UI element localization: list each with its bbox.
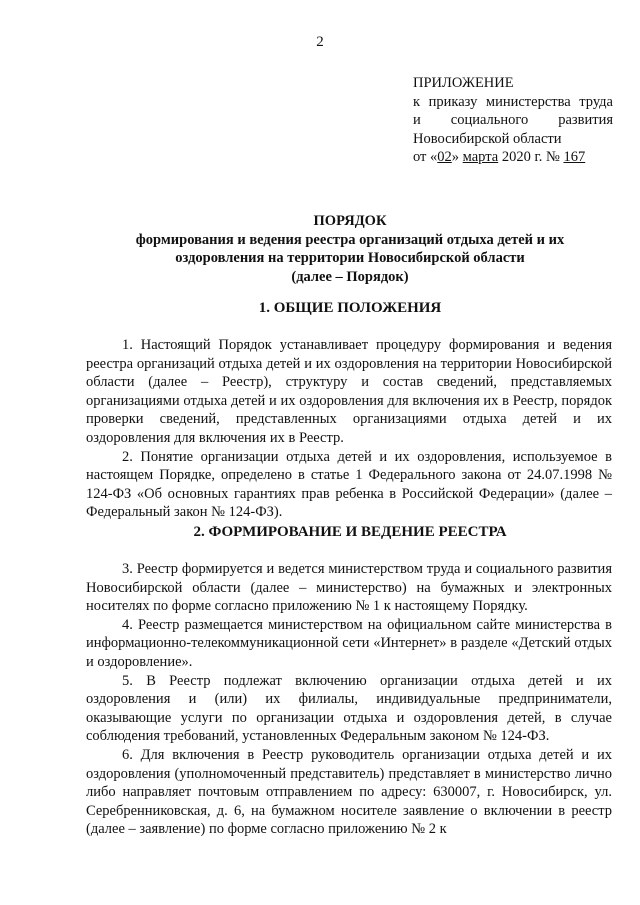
- date-month: марта: [462, 149, 499, 165]
- page-number: 2: [316, 34, 324, 50]
- date-year: 2020 г. №: [498, 149, 564, 165]
- order-number: 167: [563, 149, 586, 165]
- annex-line-4: Новосибирской области: [413, 130, 562, 147]
- section-2-heading: 2. ФОРМИРОВАНИЕ И ВЕДЕНИЕ РЕЕСТРА: [193, 524, 507, 540]
- title-line-2: формирования и ведения реестра организаций отдыха детей и их: [135, 231, 565, 248]
- paragraph-3: 3. Реестр формируется и ведется министерством труда и социального развития Новосибирской области (далее – министерство) на бумажных и электронных носителях по форме согласно приложению № 1 к настоящему Порядку.: [86, 561, 612, 615]
- annex-line-3: и социального развития: [413, 112, 613, 128]
- title-line-3: оздоровления на территории Новосибирской области: [175, 250, 525, 266]
- annex-header: [413, 74, 613, 167]
- section-1-body: [86, 336, 612, 522]
- document-title: [60, 212, 640, 286]
- paragraph-1: 1. Настоящий Порядок устанавливает процедуру формирования и ведения реестра организаций отдыха детей и их оздоровления на территории Новосибирской области (далее – Реестр), структуру и состав сведений, представляемых организациями отдыха детей и их оздоровления для включения их в Реестр, порядок проверки сведений, представленных организациями отдыха детей и их оздоровления для включения их в Реестр.: [86, 337, 612, 446]
- date-day: 02: [437, 149, 452, 165]
- annex-label: ПРИЛОЖЕНИЕ: [413, 75, 514, 91]
- date-mid: »: [451, 149, 463, 165]
- section-2-body: [86, 560, 612, 839]
- paragraph-6: 6. Для включения в Реестр руководитель организации отдыха детей и их оздоровления (уполномоченный представитель) представляет в министерство лично либо направляет почтовым отправлением по адресу: 630007, г. Новосибирск, ул. Серебренниковская, д. 6, на бумажном носителе заявление о включении в реестр (далее – заявление) по форме согласно приложению № 2 к: [86, 746, 612, 838]
- section-1-heading: 1. ОБЩИЕ ПОЛОЖЕНИЯ: [258, 300, 442, 316]
- paragraph-4: 4. Реестр размещается министерством на официальном сайте министерства в информационно-телекоммуникационной сети «Интернет» в разделе «Детский отдых и оздоровление».: [86, 616, 612, 670]
- paragraph-5: 5. В Реестр подлежат включению организации отдыха детей и их оздоровления и (или) их филиалы, индивидуальные предприниматели, оказывающие услуги по организации отдыха и оздоровления детей, в случае соблюдения требований, установленных Федеральным законом № 124-ФЗ.: [86, 672, 612, 745]
- date-prefix: от «: [413, 149, 438, 165]
- paragraph-2: 2. Понятие организации отдыха детей и их оздоровления, используемое в настоящем Порядке, определено в статье 1 Федерального закона от 24.07.1998 № 124-ФЗ «Об основных гарантиях прав ребенка в Российской Федерации» (далее – Федеральный закон № 124-ФЗ).: [86, 448, 612, 521]
- title-line-4: (далее – Порядок): [291, 268, 409, 285]
- title-line-1: ПОРЯДОК: [313, 213, 387, 229]
- annex-date-line: [413, 148, 613, 167]
- annex-line-2: к приказу министерства труда: [413, 93, 613, 110]
